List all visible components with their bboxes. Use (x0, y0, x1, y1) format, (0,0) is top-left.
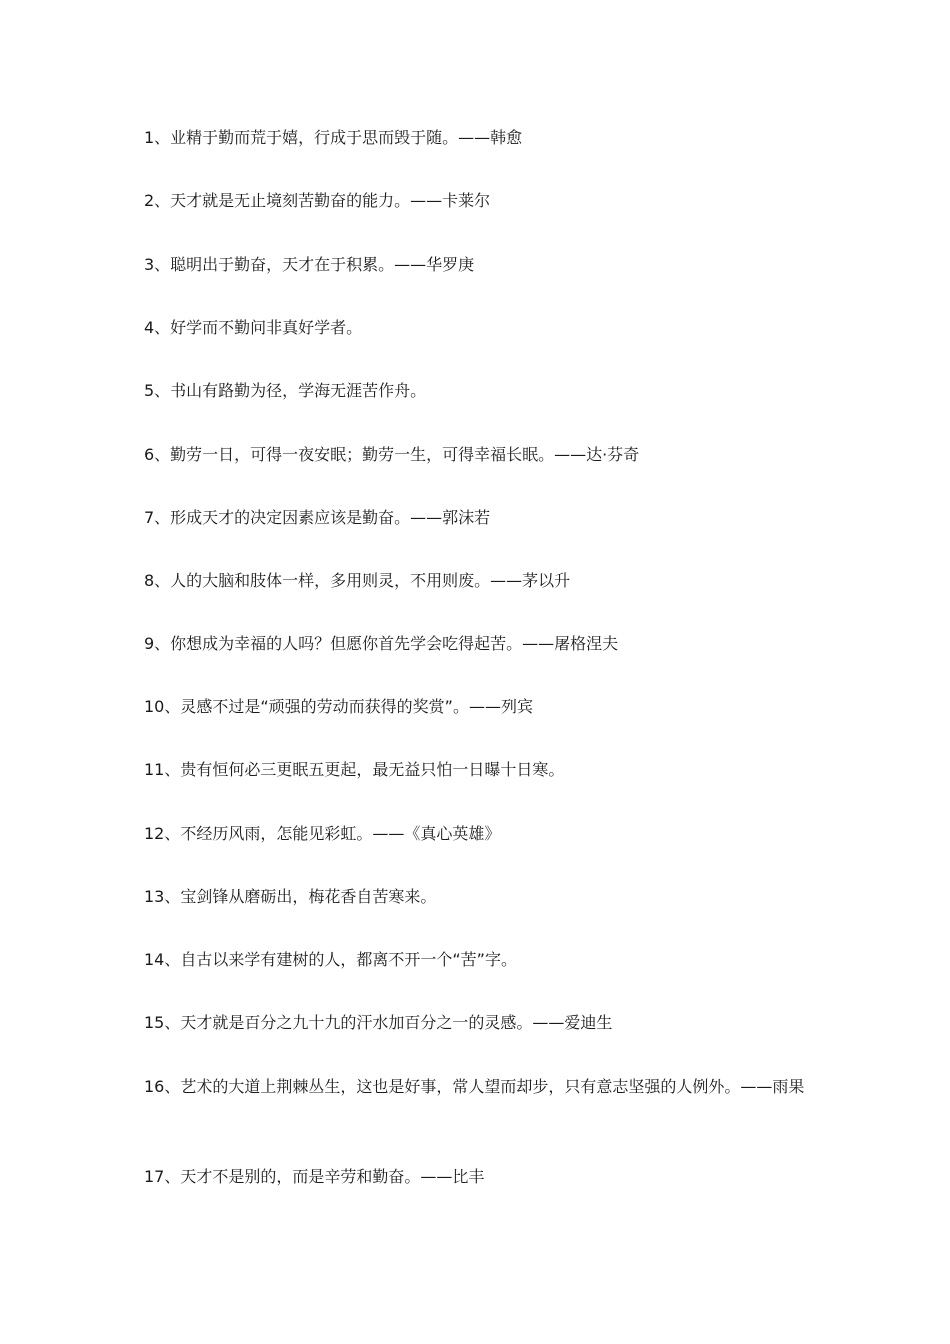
quote-line: 16、艺术的大道上荆棘丛生，这也是好事，常人望而却步，只有意志坚强的人例外。——雨果 (144, 1077, 805, 1096)
quote-line: 2、天才就是无止境刻苦勤奋的能力。——卡莱尔 (144, 191, 491, 210)
quote-line: 7、形成天才的决定因素应该是勤奋。——郭沫若 (144, 508, 491, 527)
quote-line: 9、你想成为幸福的人吗？但愿你首先学会吃得起苦。——屠格涅夫 (144, 634, 619, 653)
quote-line: 1、业精于勤而荒于嬉，行成于思而毁于随。——韩愈 (144, 128, 523, 147)
quote-line: 3、聪明出于勤奋，天才在于积累。——华罗庚 (144, 255, 475, 274)
quote-line: 15、天才就是百分之九十九的汗水加百分之一的灵感。——爱迪生 (144, 1013, 613, 1032)
quote-line: 14、自古以来学有建树的人，都离不开一个“苦”字。 (144, 950, 517, 969)
quote-line: 17、天才不是别的，而是辛劳和勤奋。——比丰 (144, 1167, 485, 1186)
quote-line: 4、好学而不勤问非真好学者。 (144, 318, 363, 337)
quote-line: 6、勤劳一日，可得一夜安眠；勤劳一生，可得幸福长眠。——达·芬奇 (144, 445, 640, 464)
quote-line: 8、人的大脑和肢体一样，多用则灵，不用则废。——茅以升 (144, 571, 571, 590)
quote-line: 11、贵有恒何必三更眠五更起，最无益只怕一日曝十日寒。 (144, 760, 565, 779)
quote-line: 5、书山有路勤为径，学海无涯苦作舟。 (144, 381, 427, 400)
quote-line: 10、灵感不过是“顽强的劳动而获得的奖赏”。——列宾 (144, 697, 533, 716)
quote-line: 12、不经历风雨，怎能见彩虹。——《真心英雄》 (144, 824, 501, 843)
quote-line: 13、宝剑锋从磨砺出，梅花香自苦寒来。 (144, 887, 437, 906)
